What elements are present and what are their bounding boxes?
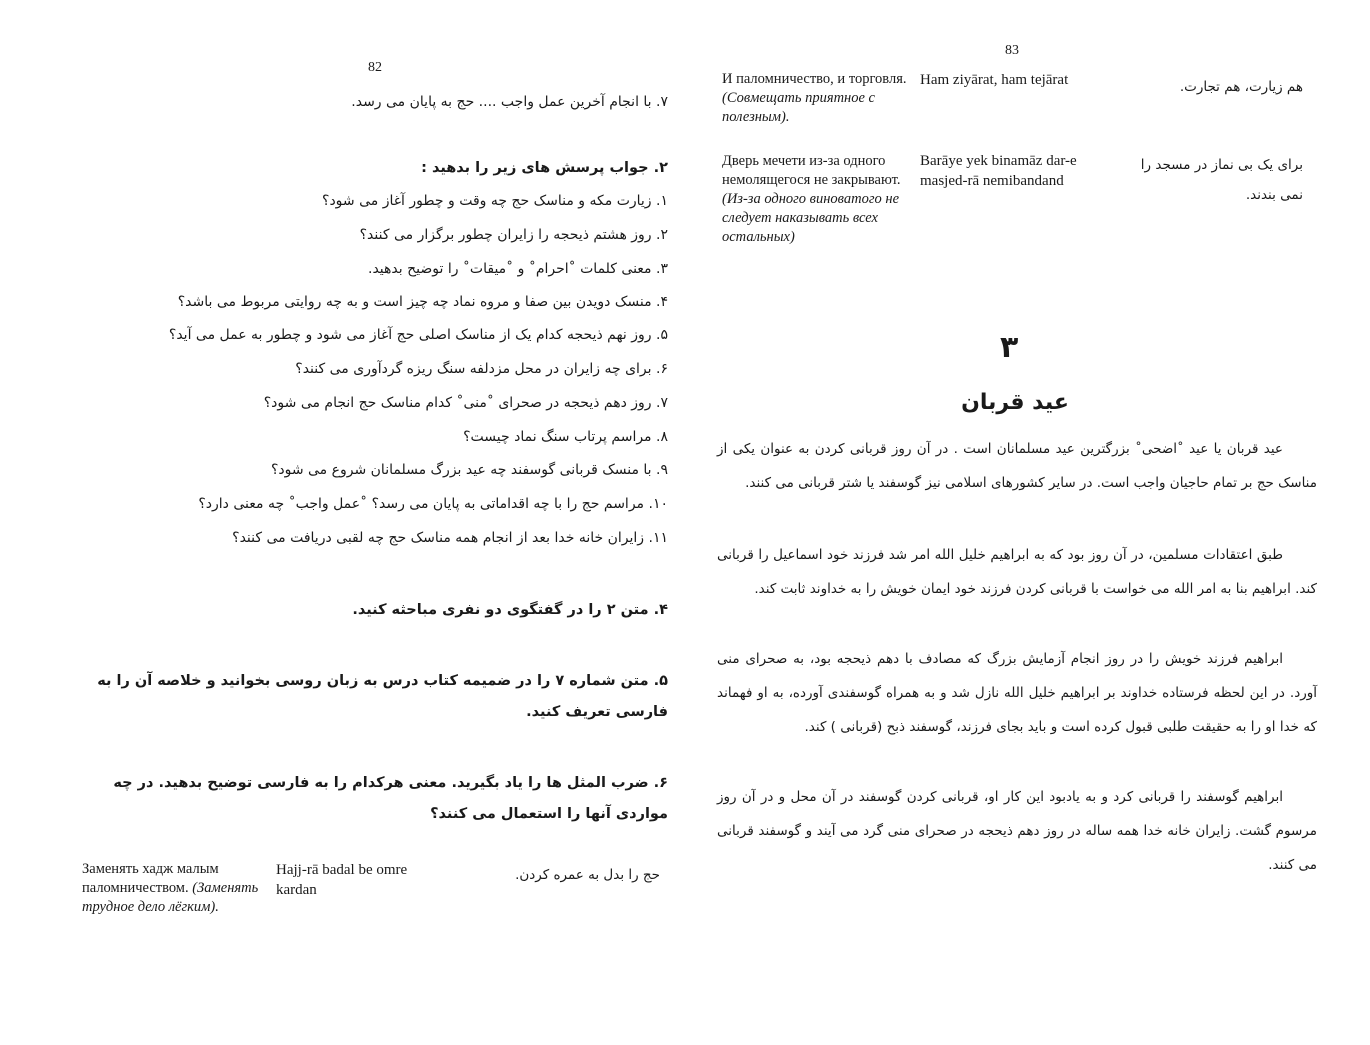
proverb-russian	[82, 860, 267, 917]
proverb-russian-meaning: (Совмещать приятное с полезным).	[722, 90, 875, 125]
question-item: ۱۰. مراسم حج را با چه اقداماتی به پایان می رسد؟ ˚عمل واجب˚ چه معنی دارد؟	[198, 496, 668, 512]
question-item: ۳. معنی کلمات ˚احرام˚ و ˚میقات˚ را توضیح بدهید.	[368, 261, 668, 277]
paragraph: عید قربان یا عید ˚اضحی˚ بزرگترین عید مسلمانان است . در آن روز قربانی کردن به عنوان یکی از مناسک حج بر تمام حاجیان واجب است. در سایر کشورهای اسلامی نیز گوسفند یا شتر قربانی می کنند.	[717, 441, 1317, 491]
question-item: ۱۱. زایران خانه خدا بعد از انجام همه مناسک حج چه لقبی دریافت می کنند؟	[232, 530, 668, 546]
proverb-russian-text: Заменять хадж малым паломничеством.	[82, 861, 219, 896]
question-item: ۶. برای چه زایران در محل مزدلفه سنگ ریزه گردآوری می کنند؟	[295, 361, 668, 377]
proverb-russian-meaning: (Из-за одного виноватого не следует наказывать всех остальных)	[722, 191, 900, 245]
proverb-russian-meaning: (Заменять трудное дело лёгким).	[82, 880, 259, 915]
question-item: ۵. روز نهم ذیحجه کدام یک از مناسک اصلی حج آغاز می شود و چطور به عمل می آید؟	[168, 327, 668, 343]
paragraph: ابراهیم گوسفند را قربانی کرد و به یادبود این کار او، قربانی کردن گوسفند در آن محل و در آن روز مرسوم گشت. زایران خانه خدا همه ساله در روز دهم ذیحجه در صحرای منی گرد می آیند و گوسفند قربانی می کنند.	[717, 789, 1317, 873]
proverb-transliteration: Barāye yek binamāz dar-e masjed-rā nemibandand	[920, 153, 1077, 189]
paragraph: ابراهیم فرزند خویش را در روز انجام آزمایش بزرگ که مصادف با دهم ذیحجه بود، به صحرای منی آورد. در این لحظه فرستاده خداوند بر ابراهیم خلیل الله نازل شد و به همراه گوسفندی آورده، به او فهماند که خدا او را به حقیقت طلبی قبول کرده است و باید بجای فرزند، گوسفند ذبح (قربانی ) کند.	[717, 651, 1317, 735]
question-item: ۷. روز دهم ذیحجه در صحرای ˚منی˚ کدام مناسک حج انجام می شود؟	[263, 395, 668, 411]
proverb-russian-text: Дверь мечети из-за одного немолящегося не закрывают.	[722, 153, 901, 188]
question-item: ۹. با منسک قربانی گوسفند چه عید بزرگ مسلمانان شروع می شود؟	[270, 462, 668, 478]
exercise-heading: ۴. متن ۲ را در گفتگوی دو نفری مباحثه کنید.	[352, 602, 668, 618]
question-item: ۱. زیارت مکه و مناسک حج چه وقت و چطور آغاز می شود؟	[322, 193, 668, 209]
proverb-transliteration: Ham ziyārat, ham tejārat	[920, 72, 1069, 88]
question-item: ۲. روز هشتم ذیحجه را زایران چطور برگزار می کنند؟	[359, 227, 668, 243]
exercise-heading: ۶. ضرب المثل ها را یاد بگیرید. معنی هرکدام را به فارسی توضیح بدهید. در چه مواردی آنها را استعمال می کنند؟	[113, 775, 668, 822]
proverb-persian: برای یک بی نماز در مسجد را نمی بندند.	[1140, 157, 1303, 203]
right-page	[695, 0, 1370, 1045]
exercise-heading: ۵. متن شماره ۷ را در ضمیمه کتاب درس به زبان روسی بخوانید و خلاصه آن را به فارسی تعریف کنید.	[97, 673, 668, 720]
exercise-item: ۷. با انجام آخرین عمل واجب .... حج به پایان می رسد.	[351, 94, 668, 110]
proverb-transliteration: Hajj-rā badal be omre kardan	[276, 862, 408, 898]
question-item: ۸. مراسم پرتاب سنگ نماد چیست؟	[463, 429, 668, 445]
proverb-russian	[722, 70, 907, 127]
page-number: 82	[368, 60, 382, 75]
exercise-heading: ۲. جواب پرسش های زیر را بدهید :	[421, 160, 668, 176]
page-number: 83	[1005, 43, 1019, 58]
proverb-persian: حج را بدل به عمره کردن.	[515, 867, 660, 883]
lesson-number: ۳	[1000, 330, 1019, 365]
proverb-russian	[722, 152, 907, 247]
question-item: ۴. منسک دویدن بین صفا و مروه نماد چه چیز است و به چه روایتی مربوط می باشد؟	[177, 294, 668, 310]
paragraph: طبق اعتقادات مسلمین، در آن روز بود که به ابراهیم خلیل الله امر شد فرزند خود اسماعیل را قربانی کند. ابراهیم بنا به امر الله می خواست با قربانی کردن فرزند خود ایمان خویش را به خداوند ثابت کند.	[717, 547, 1317, 597]
proverb-russian-text: И паломничество, и торговля.	[722, 71, 907, 87]
proverb-persian: هم زیارت، هم تجارت.	[1179, 79, 1303, 95]
lesson-title: عید قربان	[961, 390, 1069, 415]
